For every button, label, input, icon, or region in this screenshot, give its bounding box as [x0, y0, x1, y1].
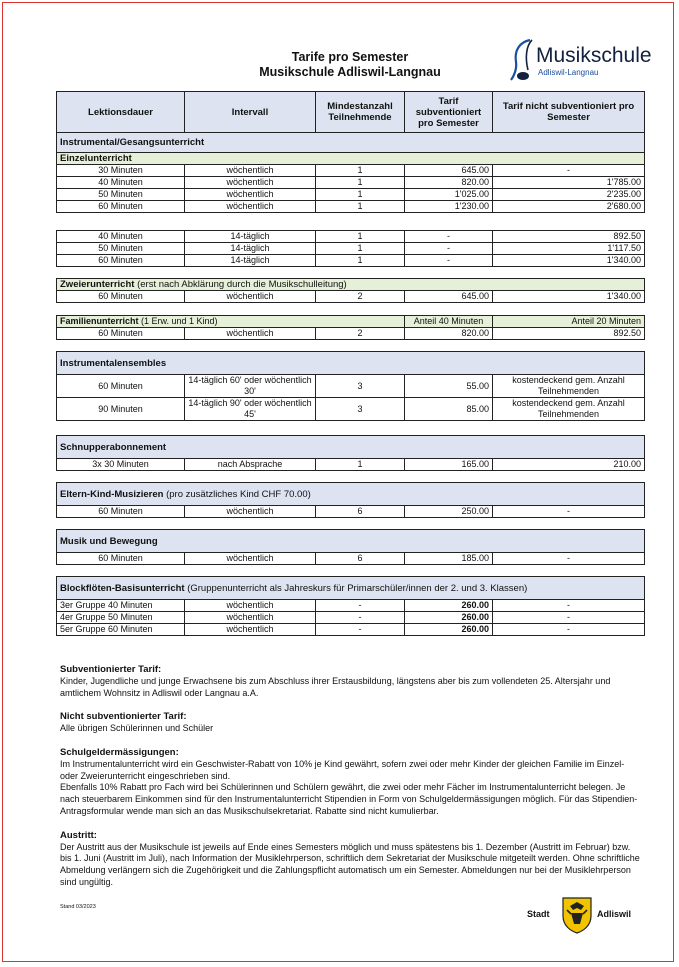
logo-sub: Adliswil-Langnau	[538, 68, 599, 77]
table-row: 40 Minuten wöchentlich 1 820.00 1'785.00	[57, 177, 645, 189]
table-row: 60 Minuten 14-täglich 1 - 1'340.00	[57, 255, 645, 267]
table-row: 40 Minuten 14-täglich 1 - 892.50	[57, 231, 645, 243]
table-header	[57, 92, 645, 133]
col-header: Mindestanzahl Teilnehmende	[316, 92, 405, 133]
adliswil-crest-icon	[561, 896, 593, 934]
tariff-table-familien	[56, 315, 645, 340]
table-row: 60 Minuten wöchentlich 2 820.00 892.50	[57, 328, 645, 340]
note-text: Alle übrigen Schülerinnen und Schüler	[60, 723, 214, 734]
table-row: 50 Minuten 14-täglich 1 - 1'117.50	[57, 243, 645, 255]
tariff-table-bewegung	[56, 529, 645, 565]
table-row: 60 Minuten wöchentlich 6 185.00 -	[57, 553, 645, 565]
table-row: 60 Minuten 14-täglich 60' oder wöchentlich 30' 3 55.00 kostendeckend gem. Anzahl Teilnehmenden	[57, 375, 645, 398]
section-heading: Instrumental/Gesangsunterricht	[57, 133, 645, 153]
stand-date: Stand 03/2023	[60, 904, 96, 910]
note-text: Kinder, Jugendliche und junge Erwachsene bis zum Abschluss ihrer Erstausbildung, längstens aber bis zum vollendeten 25. Altersjahr und amtlichem Wohnsitz in Adliswil oder Langnau a.A.	[60, 675, 611, 698]
table-row: 60 Minuten wöchentlich 6 250.00 -	[57, 506, 645, 518]
footer-stadt: Stadt	[527, 909, 550, 919]
subsection-heading: Zweierunterricht (erst nach Abklärung durch die Musikschulleitung)	[57, 279, 645, 291]
note-heading: Austritt:	[60, 829, 97, 841]
table-row: 50 Minuten wöchentlich 1 1'025.00 2'235.00	[57, 189, 645, 201]
logo-name: Musikschule	[536, 44, 652, 67]
note-text: Im Instrumentalunterricht wird ein Geschwister-Rabatt von 10% je Kind gewährt, sofern zwei oder mehr Kinder der gleichen Familie im Einzel- oder Zweierunterricht eingeschrieben sind.	[60, 758, 625, 781]
section-heading: Instrumentalensembles	[57, 352, 645, 375]
table-row: 60 Minuten wöchentlich 2 645.00 1'340.00	[57, 291, 645, 303]
note-heading: Schulgeldermässigungen:	[60, 746, 179, 758]
tariff-table-schnupper	[56, 435, 645, 471]
section-heading: Eltern-Kind-Musizieren (pro zusätzliches Kind CHF 70.00)	[57, 483, 645, 506]
title-line-1: Tarife pro Semester	[291, 50, 409, 64]
section-heading: Blockflöten-Basisunterricht (Gruppenunterricht als Jahreskurs für Primarschüler/innen der 2. und 3. Klassen)	[57, 577, 645, 600]
table-row: 4er Gruppe 50 Minuten wöchentlich - 260.00 -	[57, 612, 645, 624]
table-row: 3x 30 Minuten nach Absprache 1 165.00 210.00	[57, 459, 645, 471]
footer-adliswil: Adliswil	[597, 909, 632, 919]
section-heading: Musik und Bewegung	[57, 530, 645, 553]
note-heading: Subventionierter Tarif:	[60, 664, 162, 675]
musikschule-logo	[508, 36, 652, 86]
page-title	[200, 50, 500, 80]
subsection-heading: Einzelunterricht	[57, 153, 645, 165]
tariff-table-main	[56, 91, 645, 213]
table-row: 90 Minuten 14-täglich 90' oder wöchentlich 45' 3 85.00 kostendeckend gem. Anzahl Teilnehmenden	[57, 398, 645, 421]
notes-section	[60, 664, 640, 901]
note-text: Der Austritt aus der Musikschule ist jeweils auf Ende eines Semesters möglich und muss spätestens bis 1. Dezember (Austritt im Februar) bzw. bis 1. Juni (Austritt im Juli), nach Information der Musiklehrperson, schriftlich dem Sekretariat der Musikschule mitgeteilt werden. Ohne schriftliche Abmeldung verlängern sich die Zugehörigkeit und die Zahlungspflicht automatisch um ein Semester. Abmeldungen nur bei der Musiklehrperson sind ungültig.	[60, 841, 640, 887]
col-header: Intervall	[185, 92, 316, 133]
table-row: 5er Gruppe 60 Minuten wöchentlich - 260.00 -	[57, 624, 645, 636]
subsection-heading: Familienunterricht (1 Erw. und 1 Kind) Anteil 40 Minuten Anteil 20 Minuten	[57, 316, 645, 328]
col-header: Tarif nicht subventioniert pro Semester	[493, 92, 645, 133]
note-text: Ebenfalls 10% Rabatt pro Fach wird bei Schülerinnen und Schülern gewährt, die zwei oder mehr Fächer im Instrumentalunterricht belegen. Je nach steuerbarem Einkommen sind für den Instrumentalunterricht Stipendien in Form von Schulgeldermässigungen möglich. Für das Stipendien-Antragsformular wende man sich an das Musikschulsekretariat. Rabatte sind nicht kumulierbar.	[60, 782, 638, 816]
tariff-table-elternkind	[56, 482, 645, 518]
col-header: Lektionsdauer	[57, 92, 185, 133]
tariff-table-ensembles	[56, 351, 645, 421]
table-row: 60 Minuten wöchentlich 1 1'230.00 2'680.00	[57, 201, 645, 213]
title-line-2: Musikschule Adliswil-Langnau	[259, 65, 441, 79]
tariff-table-zweier	[56, 278, 645, 303]
tariff-table-blockfloete	[56, 576, 645, 636]
table-row: 30 Minuten wöchentlich 1 645.00 -	[57, 165, 645, 177]
table-row: 3er Gruppe 40 Minuten wöchentlich - 260.00 -	[57, 600, 645, 612]
tariff-table-14taeglich	[56, 230, 645, 267]
col-header: Tarif subventioniert pro Semester	[405, 92, 493, 133]
note-heading: Nicht subventionierter Tarif:	[60, 711, 187, 723]
section-heading: Schnupperabonnement	[57, 436, 645, 459]
